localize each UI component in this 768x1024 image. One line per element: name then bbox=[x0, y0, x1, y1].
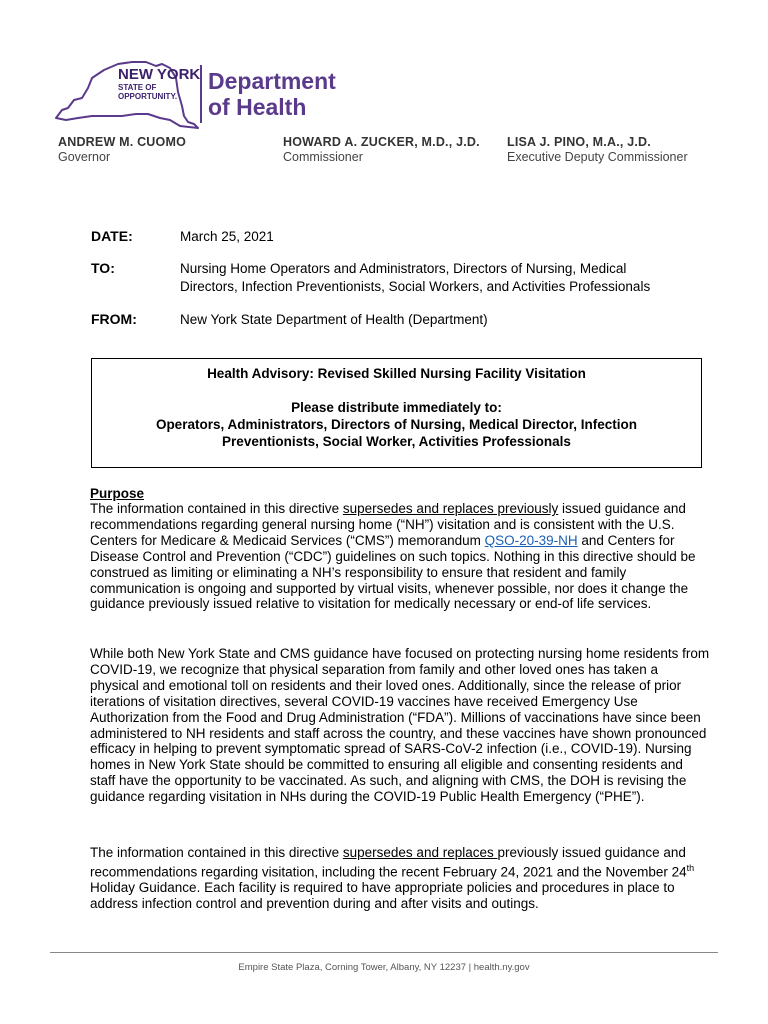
to-value bbox=[180, 260, 700, 295]
advisory-recipients: Operators, Administrators, Directors of Nursing, Medical Director, Infection bbox=[155, 417, 638, 432]
advisory-title: Health Advisory: Revised Skilled Nursing Facility Visitation bbox=[207, 366, 586, 381]
health-advisory-box bbox=[91, 358, 702, 468]
p3-text: The information contained in this directive bbox=[90, 845, 343, 860]
logo-line-opportunity: OPPORTUNITY. bbox=[118, 92, 178, 101]
official-commissioner bbox=[283, 135, 480, 165]
p1-text: The information contained in this directive bbox=[90, 501, 343, 516]
logo-line-new-york: NEW YORK bbox=[118, 66, 201, 83]
p1-underlined: supersedes and replaces previously bbox=[342, 501, 559, 516]
p1-text: issued guidance and recommendations regarding general nursing home (“NH”) visitation and is consistent with the U.S. Centers for Medicare & Medicaid Services (“CMS”) memorandum bbox=[90, 501, 686, 548]
official-title: Governor bbox=[58, 150, 111, 164]
purpose-heading-text: Purpose bbox=[90, 486, 145, 501]
p1-text: and Centers for Disease Control and Prevention (“CDC”) guidelines on such topics. Nothing in this directive should be construed as limiting or eliminating a NH’s responsibility to ensure that resident and family communication is ongoing and supported by virtual visits, whenever possible, nor does it change the guidance previously issued relative to visitation for medically necessary or end-of life services. bbox=[90, 532, 696, 612]
date-label: DATE: bbox=[91, 228, 133, 244]
to-value-line: Nursing Home Operators and Administrators, Directors of Nursing, Medical bbox=[180, 261, 627, 276]
p3-superscript: th bbox=[686, 862, 695, 873]
paragraph-1 bbox=[90, 501, 710, 612]
paragraph-3 bbox=[90, 845, 710, 912]
advisory-recipients: Preventionists, Social Worker, Activities Professionals bbox=[222, 434, 571, 449]
official-executive-deputy bbox=[507, 135, 688, 165]
nys-logo-text bbox=[118, 67, 200, 101]
official-title: Commissioner bbox=[283, 150, 363, 164]
to-value-line: Directors, Infection Preventionists, Social Workers, and Activities Professionals bbox=[180, 278, 651, 294]
footer-divider bbox=[50, 952, 718, 953]
official-name: LISA J. PINO, M.A., J.D. bbox=[507, 135, 651, 149]
from-value: New York State Department of Health (Department) bbox=[180, 312, 488, 327]
to-label: TO: bbox=[91, 260, 115, 276]
p3-text: previously issued guidance and recommendations regarding visitation, including the recent February 24, 2021 and the November 24 bbox=[90, 845, 687, 880]
official-name: ANDREW M. CUOMO bbox=[58, 135, 186, 149]
footer-address: Empire State Plaza, Corning Tower, Albany, NY 12237 | health.ny.gov bbox=[238, 962, 530, 973]
from-label: FROM: bbox=[91, 311, 137, 327]
official-governor bbox=[58, 135, 186, 165]
date-value: March 25, 2021 bbox=[180, 229, 274, 244]
logo-divider bbox=[200, 65, 202, 123]
advisory-distribute: Please distribute immediately to: bbox=[291, 400, 502, 415]
p3-underlined: supersedes and replaces bbox=[342, 845, 498, 860]
official-title: Executive Deputy Commissioner bbox=[507, 150, 688, 164]
department-of-health-wordmark bbox=[208, 68, 336, 120]
paragraph-2: While both New York State and CMS guidance have focused on protecting nursing home residents from COVID-19, we recognize that physical separation from family and other loved ones has taken a physical and emotional toll on residents and their loved ones. Additionally, since the release of prior iterations of visitation directives, several COVID-19 vaccines have received Emergency Use Authorization from the Food and Drug Administration (“FDA”). Millions of vaccinations have since been administered to NH residents and staff across the country, and these vaccines have shown pronounced efficacy in helping to prevent symptomatic spread of SARS-CoV-2 infection (i.e., COVID-19). Nursing homes in New York State should be committed to ensuring all eligible and consenting residents and staff have the opportunity to be vaccinated. As such, and aligning with CMS, the DOH is revising the guidance regarding visitation in NHs during the COVID-19 Public Health Emergency (“PHE”). bbox=[90, 646, 710, 805]
qso-memo-link[interactable]: QSO-20-39-NH bbox=[484, 532, 578, 548]
of-health-line: of Health bbox=[208, 94, 307, 120]
official-name: HOWARD A. ZUCKER, M.D., J.D. bbox=[283, 135, 480, 149]
logo-line-state-of: STATE OF bbox=[118, 83, 157, 92]
p3-text: Holiday Guidance. Each facility is required to have appropriate policies and procedures in place to address infection control and prevention during and after visits and outings. bbox=[90, 880, 675, 912]
purpose-heading bbox=[90, 486, 710, 502]
department-line: Department bbox=[208, 68, 336, 94]
